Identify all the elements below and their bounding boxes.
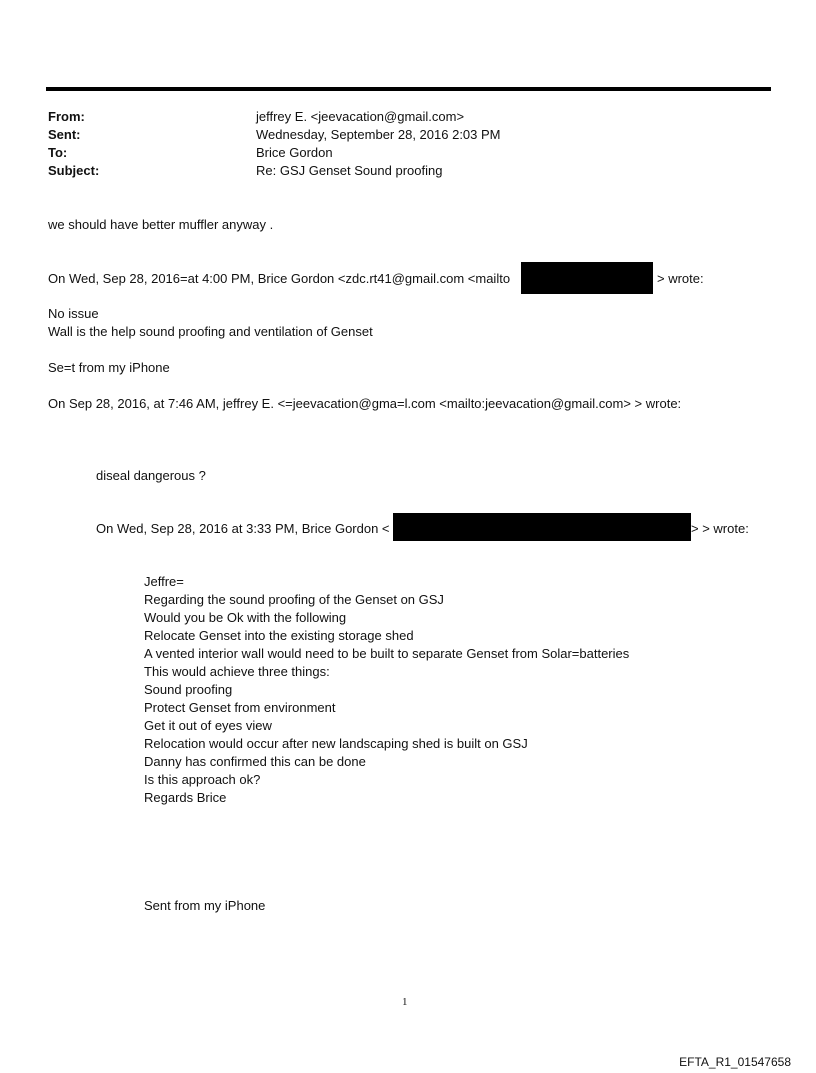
quote3-line: Sound proofing — [144, 682, 233, 697]
header-rule — [46, 87, 771, 91]
quote3-line: Would you be Ok with the following — [144, 610, 347, 625]
quote2-header: On Sep 28, 2016, at 7:46 AM, jeffrey E. <=jeevacation@gma=l.com <mailto:jeevacation@gmail.com> > wrote: — [48, 396, 682, 411]
reply-text: we should have better muffler anyway . — [48, 217, 274, 232]
quote3-header-prefix: On Wed, Sep 28, 2016 at 3:33 PM, Brice Gordon < — [96, 521, 390, 536]
quote1-header-prefix: On Wed, Sep 28, 2016=at 4:00 PM, Brice Gordon <zdc.rt41@gmail.com <mailto — [48, 271, 511, 286]
quote3-signature: Sent from my iPhone — [144, 898, 266, 913]
quote3-line: A vented interior wall would need to be built to separate Genset from Solar=batteries — [144, 646, 630, 661]
sent-value: Wednesday, September 28, 2016 2:03 PM — [256, 127, 501, 142]
document-id: EFTA_R1_01547658 — [679, 1055, 791, 1069]
redaction-box — [521, 262, 653, 294]
redaction-box — [393, 513, 691, 541]
to-label: To: — [48, 145, 68, 160]
quote3-line: Regarding the sound proofing of the Genset on GSJ — [144, 592, 444, 607]
quote2-text: diseal dangerous ? — [96, 468, 206, 483]
quote3-line: Regards Brice — [144, 790, 227, 805]
subject-value: Re: GSJ Genset Sound proofing — [256, 163, 443, 178]
from-value: jeffrey E. <jeevacation@gmail.com> — [256, 109, 465, 124]
quote3-line: Is this approach ok? — [144, 772, 261, 787]
quote3-line: Relocation would occur after new landscaping shed is built on GSJ — [144, 736, 528, 751]
quote3-line: Get it out of eyes view — [144, 718, 272, 733]
subject-label: Subject: — [48, 163, 100, 178]
quote1-line: No issue — [48, 306, 99, 321]
quote3-line: This would achieve three things: — [144, 664, 330, 679]
sent-label: Sent: — [48, 127, 81, 142]
quote3-line: Relocate Genset into the existing storage shed — [144, 628, 414, 643]
quote3-header-suffix: > > wrote: — [691, 521, 749, 536]
from-label: From: — [48, 109, 85, 124]
to-value: Brice Gordon — [256, 145, 333, 160]
quote3-line: Protect Genset from environment — [144, 700, 336, 715]
page-number: 1 — [402, 996, 408, 1008]
quote1-signature: Se=t from my iPhone — [48, 360, 170, 375]
quote3-line: Jeffre= — [144, 574, 184, 589]
quote1-line: Wall is the help sound proofing and ventilation of Genset — [48, 324, 373, 339]
quote1-header-suffix: > wrote: — [657, 271, 704, 286]
quote3-line: Danny has confirmed this can be done — [144, 754, 366, 769]
